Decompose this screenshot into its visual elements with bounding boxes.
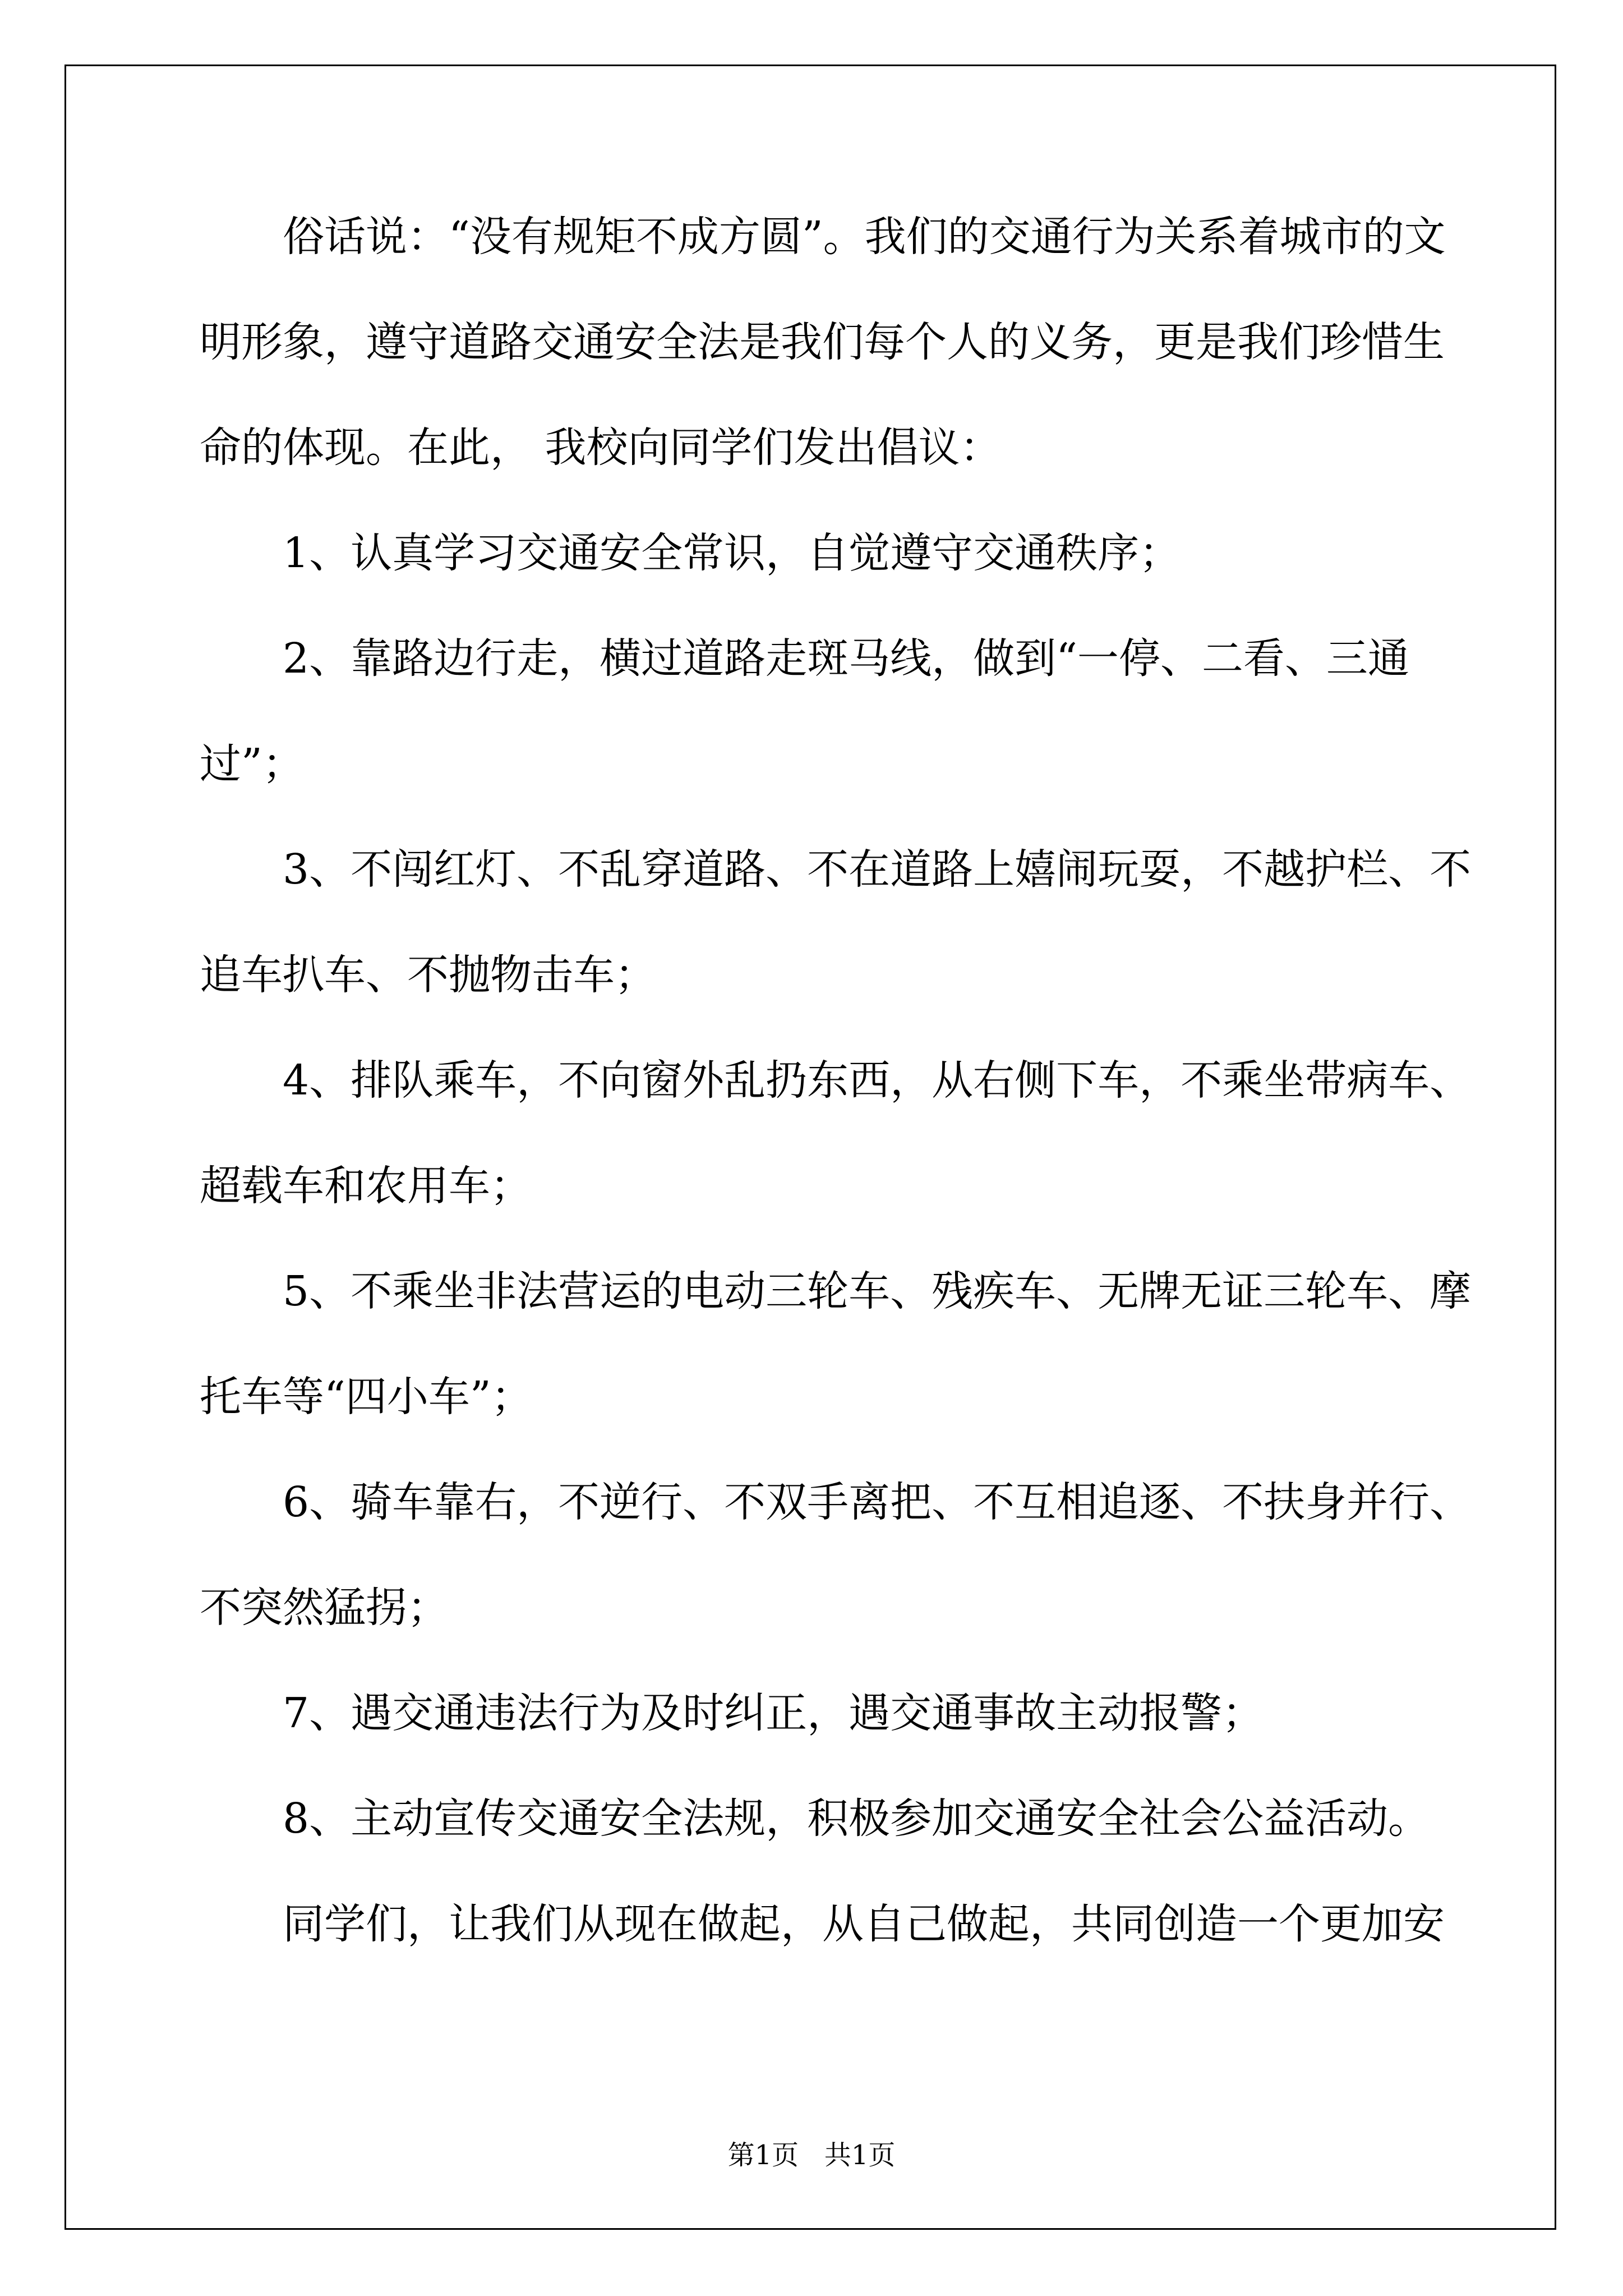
item-5-line-1: 5、不乘坐非法营运的电动三轮车、残疾车、无牌无证三轮车、摩 — [283, 1267, 1472, 1315]
item-7-line-1: 7、遇交通违法行为及时纠正，遇交通事故主动报警； — [283, 1689, 1264, 1737]
item-5-line-2: 托车等“四小车”； — [200, 1373, 533, 1421]
item-2-line-2: 过”； — [200, 740, 304, 788]
item-4-line-1: 4、排队乘车，不向窗外乱扔东西，从右侧下车，不乘坐带病车、 — [283, 1056, 1472, 1105]
item-1-line-1: 1、认真学习交通安全常识，自觉遵守交通秩序； — [283, 529, 1181, 577]
paragraph-intro-line-3: 命的体现。在此， 我校向同学们发出倡议： — [200, 424, 1002, 472]
paragraph-intro-line-2: 明形象，遵守道路交通安全法是我们每个人的义务，更是我们珍惜生 — [200, 318, 1445, 366]
item-6-line-1: 6、骑车靠右，不逆行、不双手离把、不互相追逐、不扶身并行、 — [283, 1478, 1472, 1526]
item-4-line-2: 超载车和农用车； — [200, 1162, 532, 1210]
item-8-line-1: 8、主动宣传交通安全法规，积极参加交通安全社会公益活动。 — [283, 1795, 1430, 1843]
page-number-footer: 第1页 共1页 — [727, 2139, 896, 2171]
item-3-line-2: 追车扒车、不抛物击车； — [200, 951, 656, 999]
paragraph-intro-line-1: 俗话说：“没有规矩不成方圆”。我们的交通行为关系着城市的文 — [283, 213, 1446, 261]
item-6-line-2: 不突然猛拐； — [200, 1584, 449, 1632]
closing-paragraph-line-1: 同学们，让我们从现在做起，从自己做起，共同创造一个更加安 — [283, 1900, 1445, 1948]
item-2-line-1: 2、靠路边行走，横过道路走斑马线，做到“一停、二看、三通 — [283, 634, 1409, 683]
item-3-line-1: 3、不闯红灯、不乱穿道路、不在道路上嬉闹玩耍，不越护栏、不 — [283, 845, 1472, 894]
